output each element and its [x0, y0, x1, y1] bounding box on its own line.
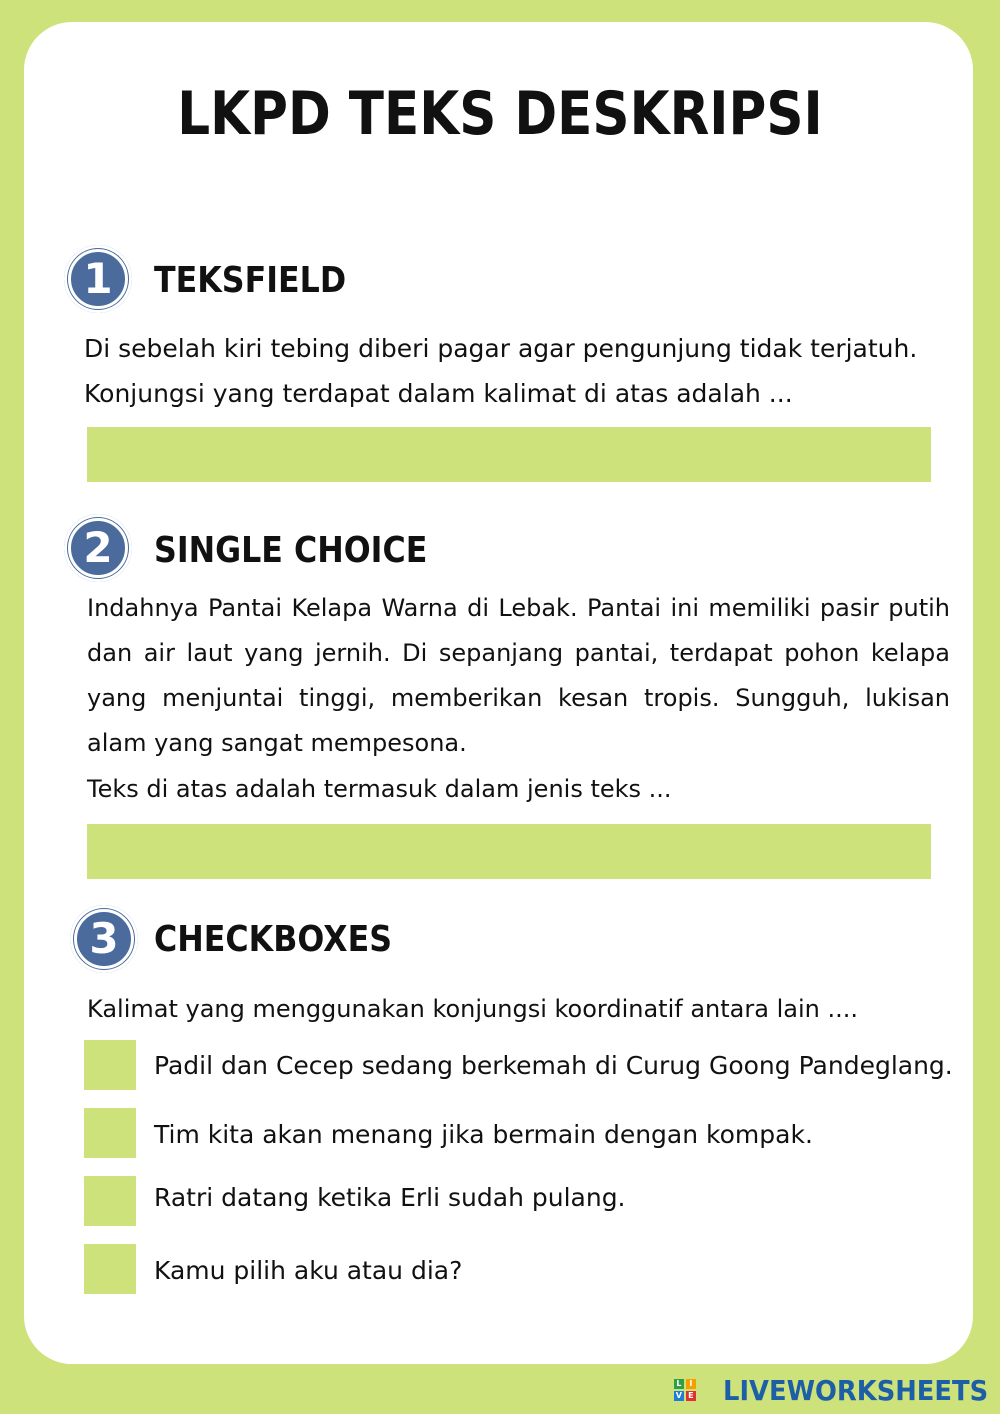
section-2-number: 2 [83, 523, 113, 572]
section-1-heading: TEKSFIELD [154, 260, 347, 301]
section-1-number-badge [64, 245, 132, 313]
section-3-number: 3 [89, 914, 119, 963]
section-1-number: 1 [83, 254, 113, 303]
section-1-line-1: Di sebelah kiri tebing diberi pagar agar pengunjung tidak terjatuh. [84, 334, 918, 363]
option-4-checkbox[interactable] [84, 1244, 136, 1294]
option-1-label: Padil dan Cecep sedang berkemah di Curug Goong Pandeglang. [154, 1051, 953, 1080]
option-3-checkbox[interactable] [84, 1176, 136, 1226]
section-3-number-badge [70, 905, 138, 973]
brand-name: LIVEWORKSHEETS [722, 1373, 988, 1407]
section-3-question: Kalimat yang menggunakan konjungsi koordinatif antara lain .... [87, 995, 858, 1023]
section-2-heading: SINGLE CHOICE [154, 530, 428, 571]
section-2-answer-field[interactable] [87, 824, 931, 879]
option-3-label: Ratri datang ketika Erli sudah pulang. [154, 1183, 626, 1212]
option-2-checkbox[interactable] [84, 1108, 136, 1158]
liveworksheets-logo-icon: L I V E [674, 1379, 696, 1401]
section-1-prompt [84, 326, 964, 416]
option-1-checkbox[interactable] [84, 1040, 136, 1090]
page-title: LKPD TEKS DESKRIPSI [177, 79, 823, 149]
option-2-label: Tim kita akan menang jika bermain dengan kompak. [154, 1120, 813, 1149]
section-1-line-2: Konjungsi yang terdapat dalam kalimat di atas adalah ... [84, 379, 793, 408]
section-3-heading: CHECKBOXES [154, 919, 393, 960]
section-2-number-badge [64, 514, 132, 582]
section-2-question: Teks di atas adalah termasuk dalam jenis teks ... [87, 775, 672, 803]
section-2-paragraph: Indahnya Pantai Kelapa Warna di Lebak. Pantai ini memiliki pasir putih dan air laut yang jernih. Di sepanjang pantai, terdapat pohon kelapa yang menjuntai tinggi, memberikan kesan tropis. Sungguh, lukisan alam yang sangat mempesona. [87, 594, 950, 757]
liveworksheets-brand [674, 1372, 988, 1408]
option-4-label: Kamu pilih aku atau dia? [154, 1256, 463, 1285]
section-1-answer-field[interactable] [87, 427, 931, 482]
